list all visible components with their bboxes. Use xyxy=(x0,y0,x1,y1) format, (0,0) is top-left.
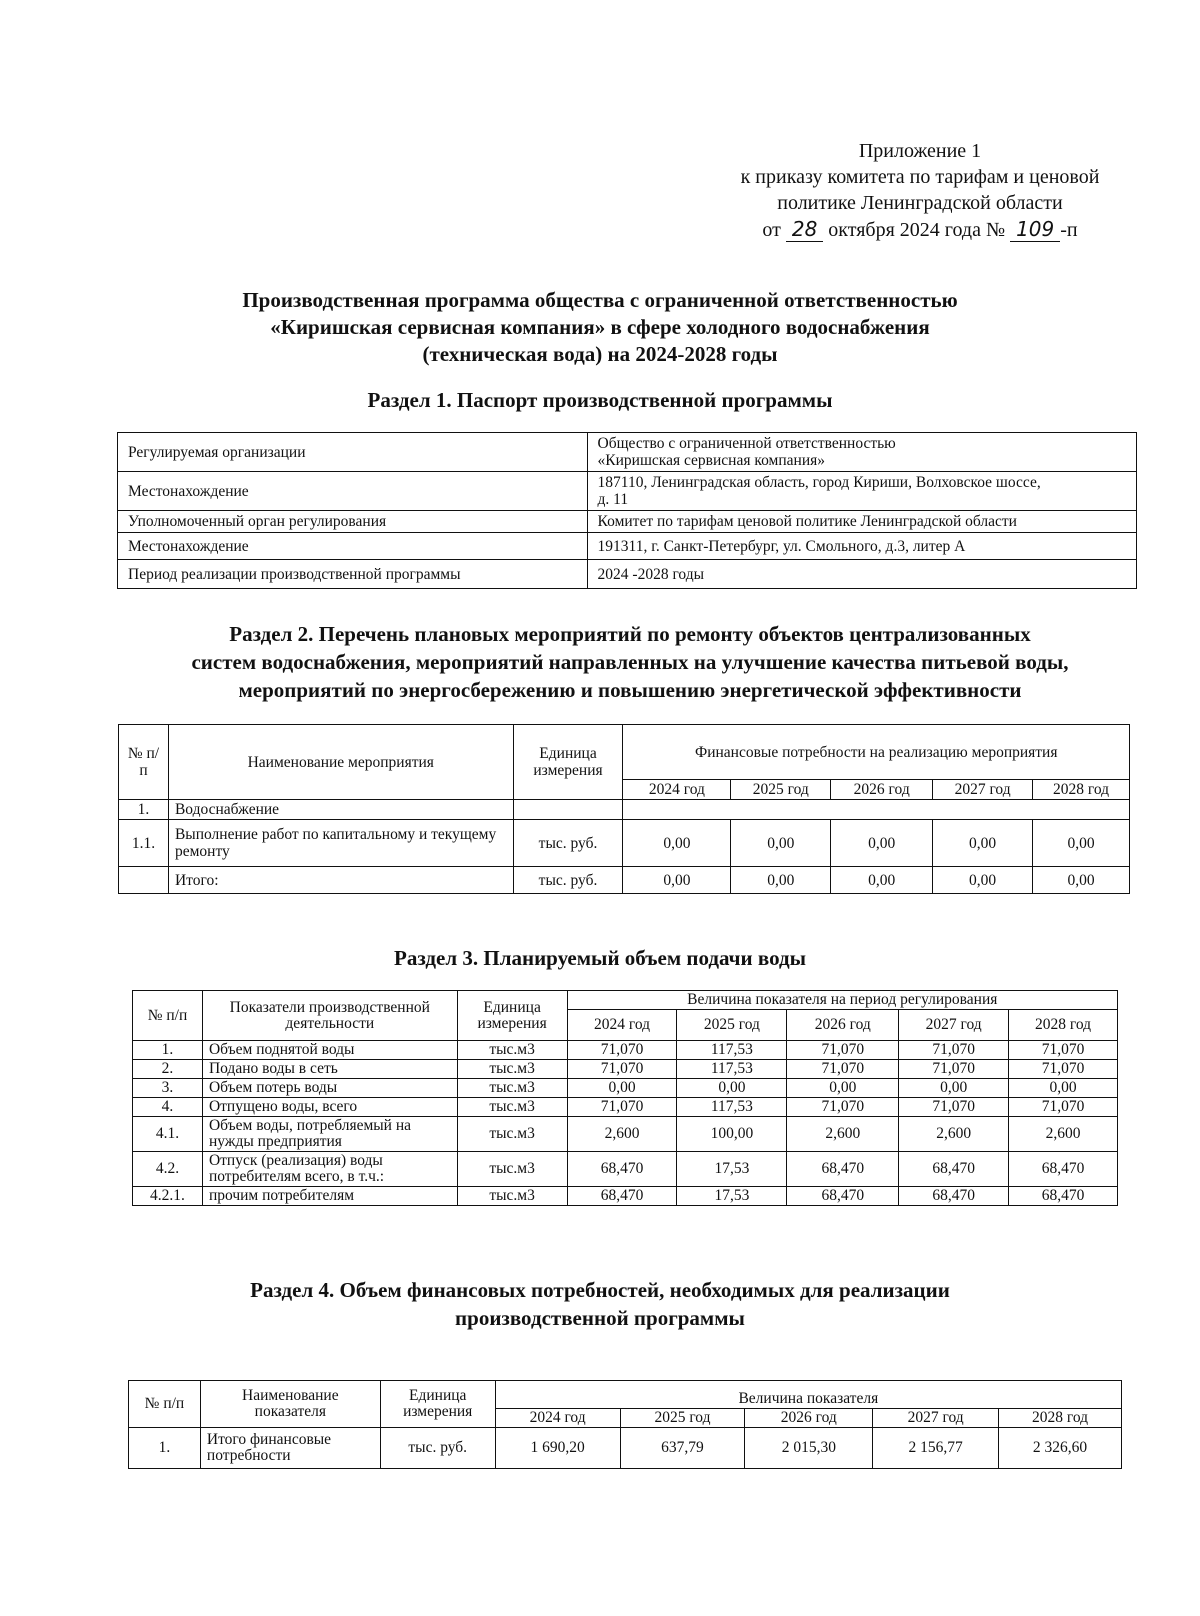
appendix-title: Приложение 1 xyxy=(858,140,982,162)
table-cell: 0,00 xyxy=(567,1079,677,1098)
text-line: производственной программы xyxy=(455,1306,745,1330)
col-name: Наименование показателя xyxy=(200,1381,380,1428)
table-row xyxy=(133,1187,1118,1206)
text-line: Раздел 4. Объем финансовых потребностей, необходимых для реализации xyxy=(250,1278,950,1302)
appendix-line3: политике Ленинградской области xyxy=(777,192,1063,214)
table-row xyxy=(118,472,1137,511)
table-cell: тыс. руб. xyxy=(513,867,623,894)
activities-table xyxy=(118,724,1130,894)
table-cell: 2,600 xyxy=(899,1117,1009,1152)
table-row xyxy=(118,511,1137,533)
year-header: 2025 год xyxy=(677,1010,787,1041)
table-row xyxy=(129,1428,1122,1469)
table-cell xyxy=(623,800,1130,820)
water-volume-table xyxy=(132,990,1118,1206)
appendix-date-line xyxy=(680,216,1160,243)
table-row xyxy=(118,433,1137,472)
table-cell: 71,070 xyxy=(787,1041,899,1060)
passport-value: 2024 -2028 годы xyxy=(587,560,1136,589)
passport-label: Период реализации производственной программы xyxy=(118,560,588,589)
passport-label: Регулируемая организации xyxy=(118,433,588,472)
table-header-row xyxy=(119,725,1130,780)
table-row xyxy=(119,867,1130,894)
table-cell: 68,470 xyxy=(1009,1187,1118,1206)
year-header: 2024 год xyxy=(567,1010,677,1041)
passport-label: Уполномоченный орган регулирования xyxy=(118,511,588,533)
table-cell: 71,070 xyxy=(787,1098,899,1117)
passport-value xyxy=(587,472,1136,511)
table-cell: Объем поднятой воды xyxy=(202,1041,457,1060)
table-cell: прочим потребителям xyxy=(202,1187,457,1206)
table-cell: 71,070 xyxy=(567,1098,677,1117)
table-cell: 68,470 xyxy=(899,1187,1009,1206)
table-cell: 71,070 xyxy=(567,1060,677,1079)
table-cell: 68,470 xyxy=(787,1187,899,1206)
title-line3: (техническая вода) на 2024-2028 годы xyxy=(422,342,778,366)
table-cell: Отпущено воды, всего xyxy=(202,1098,457,1117)
section2-heading xyxy=(100,620,1160,704)
text-line: Общество с ограниченной ответственностью xyxy=(597,435,896,452)
year-header: 2024 год xyxy=(623,780,731,800)
year-header: 2028 год xyxy=(1033,780,1130,800)
table-row xyxy=(118,560,1137,589)
text-line: 187110, Ленинградская область, город Кириши, Волховское шоссе, xyxy=(597,474,1041,491)
date-middle: октября 2024 года № xyxy=(828,219,1006,241)
table-cell: 68,470 xyxy=(567,1152,677,1187)
table-cell: 0,00 xyxy=(623,867,731,894)
passport-value xyxy=(587,433,1136,472)
table-cell: 0,00 xyxy=(731,820,831,867)
col-no: № п/п xyxy=(119,725,169,800)
appendix-block xyxy=(680,138,1160,243)
table-cell: 68,470 xyxy=(1009,1152,1118,1187)
table-cell: тыс.м3 xyxy=(457,1079,567,1098)
section3-heading: Раздел 3. Планируемый объем подачи воды xyxy=(394,946,806,970)
col-name: Наименование мероприятия xyxy=(168,725,513,800)
year-header: 2028 год xyxy=(1009,1010,1118,1041)
table-cell: 71,070 xyxy=(899,1098,1009,1117)
title-line2: «Киришская сервисная компания» в сфере холодного водоснабжения xyxy=(270,315,930,339)
year-header: 2027 год xyxy=(933,780,1033,800)
table-cell: 0,00 xyxy=(787,1079,899,1098)
table-row xyxy=(133,1060,1118,1079)
year-header: 2027 год xyxy=(899,1010,1009,1041)
col-unit: Единица измерения xyxy=(380,1381,495,1428)
table-cell: 0,00 xyxy=(933,867,1033,894)
table-row xyxy=(133,1117,1118,1152)
section4-heading xyxy=(150,1276,1050,1332)
table-cell: 0,00 xyxy=(831,820,933,867)
col-no: № п/п xyxy=(133,991,203,1041)
col-name: Показатели производственной деятельности xyxy=(202,991,457,1041)
table-cell: 0,00 xyxy=(623,820,731,867)
table-cell: тыс.м3 xyxy=(457,1187,567,1206)
table-cell: Водоснабжение xyxy=(168,800,513,820)
table-header-row xyxy=(133,991,1118,1010)
table-row xyxy=(133,1079,1118,1098)
table-cell: 4.2. xyxy=(133,1152,203,1187)
col-unit: Единица измерения xyxy=(513,725,623,800)
table-cell: 17,53 xyxy=(677,1152,787,1187)
table-cell: 1 690,20 xyxy=(495,1428,620,1469)
table-cell: 71,070 xyxy=(1009,1098,1118,1117)
table-cell: 2 015,30 xyxy=(745,1428,873,1469)
table-cell: 1. xyxy=(119,800,169,820)
year-header: 2027 год xyxy=(873,1409,999,1428)
table-cell: Подано воды в сеть xyxy=(202,1060,457,1079)
table-cell: 0,00 xyxy=(933,820,1033,867)
table-cell: 3. xyxy=(133,1079,203,1098)
table-cell: 0,00 xyxy=(1009,1079,1118,1098)
passport-label: Местонахождение xyxy=(118,533,588,560)
passport-value: 191311, г. Санкт-Петербург, ул. Смольного, д.3, литер А xyxy=(587,533,1136,560)
table-cell: тыс. руб. xyxy=(513,820,623,867)
table-cell: 2. xyxy=(133,1060,203,1079)
table-cell: 71,070 xyxy=(899,1060,1009,1079)
table-cell: 2,600 xyxy=(567,1117,677,1152)
financial-needs-table xyxy=(128,1380,1122,1469)
year-header: 2024 год xyxy=(495,1409,620,1428)
year-header: 2028 год xyxy=(999,1409,1122,1428)
table-cell: 637,79 xyxy=(620,1428,745,1469)
table-cell: 0,00 xyxy=(1033,867,1130,894)
table-cell: 0,00 xyxy=(899,1079,1009,1098)
text-line: д. 11 xyxy=(597,491,629,508)
year-header: 2025 год xyxy=(731,780,831,800)
table-cell: Итого финансовые потребности xyxy=(200,1428,380,1469)
col-unit: Единица измерения xyxy=(457,991,567,1041)
table-cell: 68,470 xyxy=(787,1152,899,1187)
table-cell: 0,00 xyxy=(831,867,933,894)
table-cell: 71,070 xyxy=(899,1041,1009,1060)
col-financial: Финансовые потребности на реализацию мероприятия xyxy=(623,725,1130,780)
table-row xyxy=(119,820,1130,867)
table-cell: Объем потерь воды xyxy=(202,1079,457,1098)
table-row xyxy=(118,533,1137,560)
col-value: Величина показателя xyxy=(495,1381,1121,1409)
text-line: мероприятий по энергосбережению и повышению энергетической эффективности xyxy=(238,678,1022,702)
table-cell: Объем воды, потребляемый на нужды предприятия xyxy=(202,1117,457,1152)
table-cell: 2,600 xyxy=(1009,1117,1118,1152)
table-cell: 117,53 xyxy=(677,1098,787,1117)
passport-value: Комитет по тарифам ценовой политике Ленинградской области xyxy=(587,511,1136,533)
table-cell: 4.1. xyxy=(133,1117,203,1152)
date-day-handwritten: 28 xyxy=(786,217,823,242)
table-cell xyxy=(119,867,169,894)
table-cell: 68,470 xyxy=(899,1152,1009,1187)
table-cell: тыс.м3 xyxy=(457,1098,567,1117)
table-row xyxy=(133,1041,1118,1060)
order-suffix: -п xyxy=(1060,219,1078,241)
year-header: 2026 год xyxy=(787,1010,899,1041)
order-number-handwritten: 109 xyxy=(1010,217,1060,242)
table-cell: тыс.м3 xyxy=(457,1041,567,1060)
table-cell: тыс.м3 xyxy=(457,1117,567,1152)
table-row xyxy=(133,1152,1118,1187)
table-cell: Итого: xyxy=(168,867,513,894)
year-header: 2025 год xyxy=(620,1409,745,1428)
table-cell: Выполнение работ по капитальному и текущему ремонту xyxy=(168,820,513,867)
table-cell: 2 156,77 xyxy=(873,1428,999,1469)
table-cell: 1.1. xyxy=(119,820,169,867)
col-no: № п/п xyxy=(129,1381,201,1428)
table-cell: 117,53 xyxy=(677,1041,787,1060)
title-line1: Производственная программа общества с ограниченной ответственностью xyxy=(242,288,958,312)
table-cell: 117,53 xyxy=(677,1060,787,1079)
table-cell: 71,070 xyxy=(787,1060,899,1079)
table-row xyxy=(133,1098,1118,1117)
table-cell: 2 326,60 xyxy=(999,1428,1122,1469)
year-header: 2026 год xyxy=(831,780,933,800)
document-title xyxy=(150,287,1050,368)
passport-table xyxy=(117,432,1137,589)
table-cell: 1. xyxy=(129,1428,201,1469)
table-cell: 100,00 xyxy=(677,1117,787,1152)
date-prefix: от xyxy=(762,219,781,241)
appendix-line2: к приказу комитета по тарифам и ценовой xyxy=(740,166,1100,188)
table-cell: 4.2.1. xyxy=(133,1187,203,1206)
table-cell: 0,00 xyxy=(731,867,831,894)
table-row xyxy=(119,800,1130,820)
table-cell: 68,470 xyxy=(567,1187,677,1206)
passport-label: Местонахождение xyxy=(118,472,588,511)
table-cell: 71,070 xyxy=(1009,1060,1118,1079)
section1-heading: Раздел 1. Паспорт производственной программы xyxy=(367,388,833,412)
table-header-row xyxy=(129,1381,1122,1409)
table-cell: Отпуск (реализация) воды потребителям всего, в т.ч.: xyxy=(202,1152,457,1187)
table-cell: тыс. руб. xyxy=(380,1428,495,1469)
year-header: 2026 год xyxy=(745,1409,873,1428)
table-cell: тыс.м3 xyxy=(457,1152,567,1187)
table-cell: 0,00 xyxy=(677,1079,787,1098)
table-cell xyxy=(513,800,623,820)
text-line: систем водоснабжения, мероприятий направленных на улучшение качества питьевой воды, xyxy=(191,650,1069,674)
table-cell: 0,00 xyxy=(1033,820,1130,867)
text-line: «Киришская сервисная компания» xyxy=(597,452,825,469)
table-cell: 2,600 xyxy=(787,1117,899,1152)
text-line: Раздел 2. Перечень плановых мероприятий по ремонту объектов централизованных xyxy=(229,622,1031,646)
table-cell: 4. xyxy=(133,1098,203,1117)
table-cell: 71,070 xyxy=(567,1041,677,1060)
table-cell: 71,070 xyxy=(1009,1041,1118,1060)
table-cell: 1. xyxy=(133,1041,203,1060)
table-cell: тыс.м3 xyxy=(457,1060,567,1079)
table-cell: 17,53 xyxy=(677,1187,787,1206)
col-value: Величина показателя на период регулирования xyxy=(567,991,1117,1010)
